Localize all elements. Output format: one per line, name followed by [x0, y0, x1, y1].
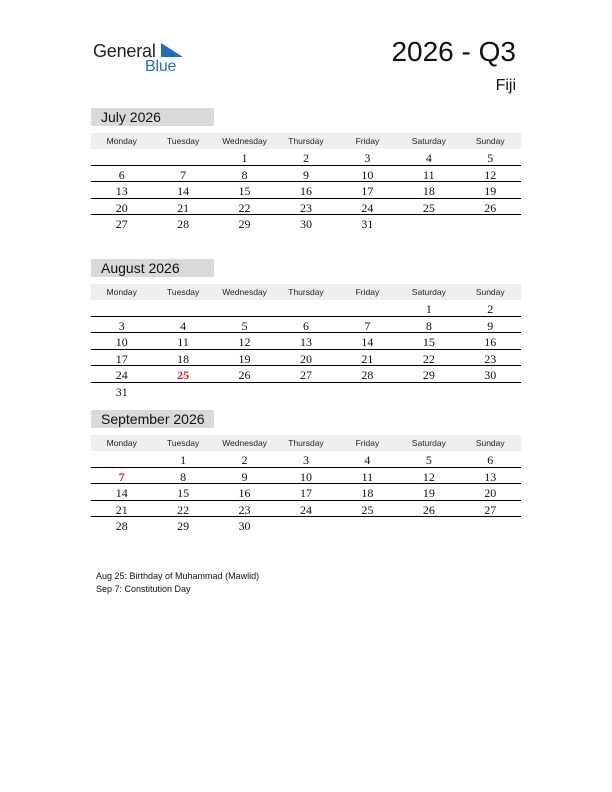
day-cell: 31 [361, 217, 374, 231]
day-cell: 14 [361, 335, 374, 349]
day-cell: 30 [238, 519, 251, 533]
day-cell: 15 [177, 486, 190, 500]
day-cell: 19 [422, 486, 435, 500]
day-cell: 18 [422, 184, 435, 198]
week-row [91, 383, 521, 400]
empty-day-cell [91, 451, 152, 467]
weekday-header-row [91, 435, 521, 451]
day-cell: 20 [299, 351, 312, 366]
day-cell: 3 [118, 318, 125, 333]
empty-day-cell [152, 383, 213, 400]
month-july [91, 108, 521, 232]
weekday-header: Saturday [411, 438, 446, 448]
week-row [91, 199, 521, 216]
empty-day-cell [91, 300, 152, 316]
day-cell: 24 [115, 368, 128, 382]
day-cell: 23 [299, 200, 312, 215]
day-cell: 29 [422, 368, 435, 382]
day-cell: 16 [484, 335, 497, 349]
day-cell: 18 [361, 486, 374, 500]
day-cell: 11 [361, 469, 374, 484]
day-cell: 19 [238, 351, 251, 366]
day-cell: 8 [241, 167, 248, 182]
holiday-notes [96, 570, 259, 596]
day-cell: 11 [177, 335, 189, 349]
week-row [91, 182, 521, 199]
day-cell: 12 [484, 167, 497, 182]
empty-day-cell [275, 300, 336, 316]
week-row [91, 149, 521, 166]
day-cell: 23 [238, 502, 251, 517]
day-cell: 8 [425, 318, 432, 333]
month-september [91, 410, 521, 534]
day-cell: 2 [241, 453, 248, 467]
week-row [91, 317, 521, 334]
weekday-header: Tuesday [166, 136, 200, 146]
weekday-header: Thursday [288, 136, 324, 146]
month-name: August 2026 [91, 259, 214, 277]
day-cell: 21 [361, 351, 374, 366]
week-row [91, 517, 521, 534]
day-cell: 18 [177, 351, 190, 366]
week-row [91, 350, 521, 367]
day-cell: 5 [241, 318, 248, 333]
weekday-header: Sunday [475, 136, 505, 146]
week-row [91, 484, 521, 501]
weekday-header: Saturday [411, 136, 446, 146]
day-cell: 6 [302, 318, 309, 333]
weekday-header: Wednesday [222, 438, 267, 448]
empty-day-cell [460, 383, 521, 400]
weekday-header: Thursday [288, 438, 324, 448]
day-cell: 22 [177, 502, 190, 517]
day-cell: 31 [115, 384, 128, 399]
day-cell: 16 [299, 184, 312, 198]
empty-day-cell [398, 383, 459, 400]
day-cell: 16 [238, 486, 251, 500]
day-cell: 28 [177, 217, 190, 231]
day-cell: 5 [487, 151, 494, 165]
week-row [91, 366, 521, 383]
day-cell: 20 [484, 486, 497, 500]
empty-day-cell [460, 215, 521, 232]
day-cell: 6 [487, 453, 494, 467]
day-cell: 20 [115, 200, 128, 215]
day-cell: 4 [180, 318, 187, 333]
weekday-header: Monday [106, 136, 137, 146]
empty-day-cell [398, 215, 459, 232]
day-cell: 17 [361, 184, 374, 198]
weekday-header-row [91, 133, 521, 149]
day-cell: 19 [484, 184, 497, 198]
weekday-header: Saturday [411, 287, 446, 297]
day-cell: 3 [364, 151, 371, 165]
day-cell: 7 [364, 318, 371, 333]
day-cell: 25 [422, 200, 435, 215]
holiday-day-cell: 25 [177, 368, 190, 382]
day-cell: 14 [177, 184, 190, 198]
day-cell: 1 [241, 151, 248, 165]
holiday-note: Sep 7: Constitution Day [96, 584, 191, 594]
week-row [91, 501, 521, 518]
day-cell: 11 [423, 167, 435, 182]
day-cell: 9 [241, 469, 248, 484]
day-cell: 27 [484, 502, 497, 517]
day-cell: 28 [361, 368, 374, 382]
day-cell: 30 [484, 368, 497, 382]
country-name: Fiji [495, 77, 516, 94]
day-cell: 10 [299, 469, 312, 484]
day-cell: 24 [361, 200, 374, 215]
empty-day-cell [214, 383, 275, 400]
day-cell: 29 [238, 217, 251, 231]
weekday-header: Wednesday [222, 287, 267, 297]
day-cell: 7 [180, 167, 187, 182]
empty-day-cell [337, 300, 398, 316]
week-row [91, 215, 521, 232]
empty-day-cell [337, 517, 398, 534]
weekday-header: Wednesday [222, 136, 267, 146]
week-row [91, 333, 521, 350]
weekday-header: Friday [355, 136, 380, 146]
logo [93, 41, 193, 79]
empty-day-cell [152, 300, 213, 316]
day-cell: 25 [361, 502, 374, 517]
day-cell: 6 [118, 167, 125, 182]
day-cell: 29 [177, 519, 190, 533]
page-title: 2026 - Q3 [391, 36, 516, 67]
day-cell: 13 [115, 184, 128, 198]
day-cell: 2 [487, 302, 494, 316]
day-cell: 26 [422, 502, 435, 517]
day-cell: 30 [299, 217, 312, 231]
weekday-header: Friday [355, 287, 380, 297]
month-name: July 2026 [91, 108, 214, 126]
day-cell: 4 [425, 151, 432, 165]
empty-day-cell [460, 517, 521, 534]
day-cell: 21 [177, 200, 190, 215]
empty-day-cell [337, 383, 398, 400]
holiday-day-cell: 7 [118, 469, 125, 484]
day-cell: 5 [425, 453, 432, 467]
day-cell: 10 [115, 335, 128, 349]
day-cell: 15 [422, 335, 435, 349]
day-cell: 1 [180, 453, 187, 467]
day-cell: 14 [115, 486, 128, 500]
weekday-header: Monday [106, 438, 137, 448]
day-cell: 2 [302, 151, 309, 165]
logo-triangle-icon [161, 43, 183, 57]
empty-day-cell [91, 149, 152, 165]
holiday-note: Aug 25: Birthday of Muhammad (Mawlid) [96, 571, 260, 581]
week-row [91, 166, 521, 183]
day-cell: 28 [115, 519, 128, 533]
day-cell: 21 [115, 502, 128, 517]
empty-day-cell [398, 517, 459, 534]
empty-day-cell [275, 517, 336, 534]
empty-day-cell [214, 300, 275, 316]
day-cell: 27 [115, 217, 128, 231]
day-cell: 17 [299, 486, 312, 500]
day-cell: 12 [422, 469, 435, 484]
day-cell: 13 [484, 469, 497, 484]
week-row [91, 468, 521, 485]
day-cell: 12 [238, 335, 251, 349]
day-cell: 15 [238, 184, 251, 198]
day-cell: 3 [302, 453, 309, 467]
day-cell: 26 [238, 368, 251, 382]
day-cell: 22 [238, 200, 251, 215]
day-cell: 1 [425, 302, 432, 316]
weekday-header: Monday [106, 287, 137, 297]
week-row [91, 300, 521, 317]
day-cell: 8 [180, 469, 187, 484]
weekday-header: Thursday [288, 287, 324, 297]
day-cell: 26 [484, 200, 497, 215]
day-cell: 24 [299, 502, 312, 517]
day-cell: 10 [361, 167, 374, 182]
month-name: September 2026 [91, 410, 214, 428]
logo-blue-text: Blue [145, 58, 177, 75]
weekday-header: Friday [355, 438, 380, 448]
weekday-header: Sunday [475, 287, 505, 297]
empty-day-cell [275, 383, 336, 400]
day-cell: 9 [487, 318, 494, 333]
day-cell: 17 [115, 351, 128, 366]
day-cell: 22 [422, 351, 435, 366]
day-cell: 9 [302, 167, 309, 182]
day-cell: 23 [484, 351, 497, 366]
weekday-header: Tuesday [166, 287, 200, 297]
weekday-header: Sunday [475, 438, 505, 448]
day-cell: 13 [299, 335, 312, 349]
empty-day-cell [152, 149, 213, 165]
weekday-header: Tuesday [166, 438, 200, 448]
day-cell: 27 [299, 368, 312, 382]
day-cell: 4 [364, 453, 371, 467]
week-row [91, 451, 521, 468]
month-august [91, 259, 521, 399]
weekday-header-row [91, 284, 521, 300]
logo-general-text: General [93, 41, 156, 61]
